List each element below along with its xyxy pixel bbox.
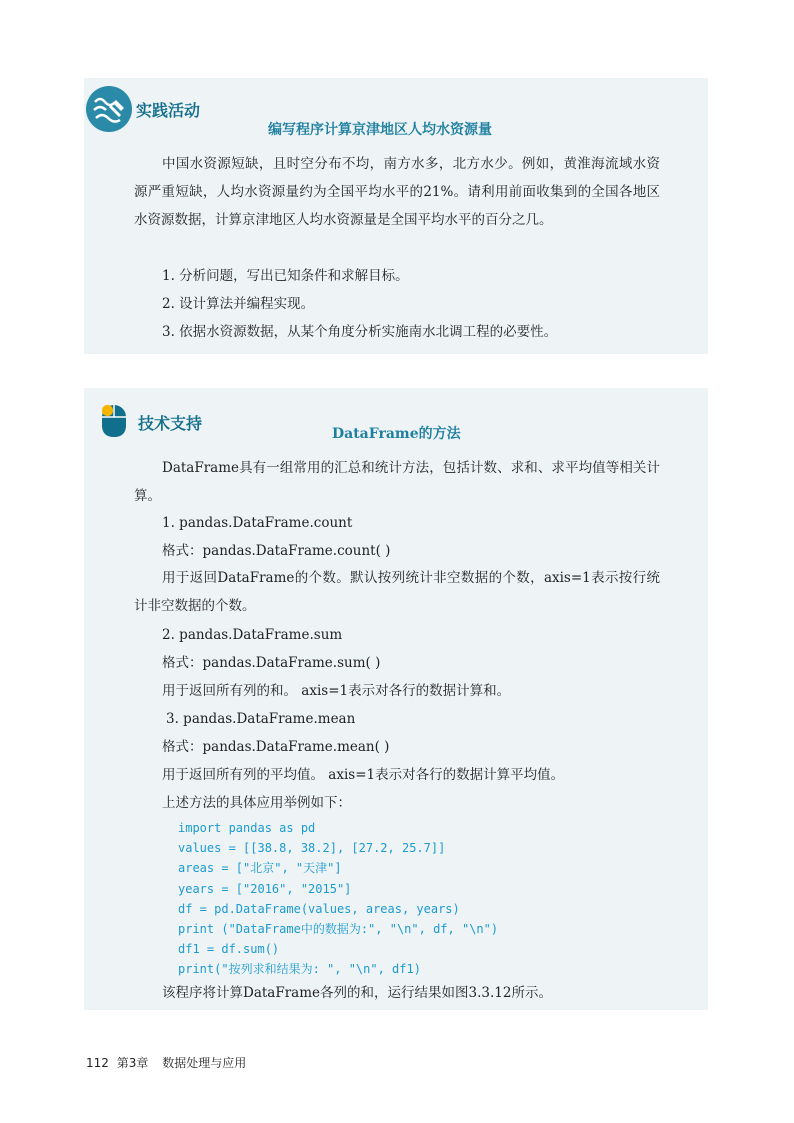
mean-description: 用于返回所有列的平均值。 axis=1表示对各行的数据计算平均值。 xyxy=(162,767,565,783)
tech-support-heading: 技术支持 xyxy=(138,414,203,433)
chapter-title: 数据处理与应用 xyxy=(162,1056,247,1070)
closing-text: 该程序将计算DataFrame各列的和，运行结果如图3.3.12所示。 xyxy=(162,985,552,1001)
code-line: df = pd.DataFrame(values, areas, years) xyxy=(178,901,460,916)
count-title: 1. pandas.DataFrame.count xyxy=(162,515,353,531)
tech-support-subtitle: DataFrame的方法 xyxy=(332,426,461,442)
code-line: print("按列求和结果为: ", "\n", df1) xyxy=(178,962,421,977)
sum-format: 格式：pandas.DataFrame.sum( ) xyxy=(162,655,381,671)
practice-paragraph: 中国水资源短缺，且时空分布不均，南方水多，北方水少。例如，黄淮海流域水资源严重短缺，人均水资源量约为全国平均水平的21%。请利用前面收集到的全国各地区水资源数据，计算京津地区人均水资源量是全国平均水平的百分之几。 xyxy=(134,156,660,228)
practice-step-3: 3. 依据水资源数据，从某个角度分析实施南水北调工程的必要性。 xyxy=(162,324,558,340)
mean-format: 格式：pandas.DataFrame.mean( ) xyxy=(162,739,390,755)
sum-title: 2. pandas.DataFrame.sum xyxy=(162,627,343,643)
count-description: 用于返回DataFrame的个数。默认按列统计非空数据的个数，axis=1表示按行统计非空数据的个数。 xyxy=(134,570,660,614)
page-footer xyxy=(86,1054,256,1071)
practice-activity-heading: 实践活动 xyxy=(136,101,201,120)
practice-step-1: 1. 分析问题，写出已知条件和求解目标。 xyxy=(162,268,409,284)
mouse-icon xyxy=(100,403,128,439)
code-line: import pandas as pd xyxy=(178,821,316,835)
practice-step-2: 2. 设计算法并编程实现。 xyxy=(162,296,315,312)
practice-activity-icon xyxy=(86,86,132,132)
page-number: 112 xyxy=(86,1056,109,1070)
code-line: areas = ["北京", "天津"] xyxy=(178,861,342,876)
mean-title: 3. pandas.DataFrame.mean xyxy=(166,711,356,727)
practice-activity-subtitle: 编写程序计算京津地区人均水资源量 xyxy=(268,122,492,138)
chapter-label: 第3章 xyxy=(116,1056,149,1070)
count-format: 格式：pandas.DataFrame.count( ) xyxy=(162,543,391,559)
code-line: print ("DataFrame中的数据为:", "\n", df, "\n") xyxy=(178,922,499,937)
sum-description: 用于返回所有列的和。 axis=1表示对各行的数据计算和。 xyxy=(162,683,511,699)
code-line: years = ["2016", "2015"] xyxy=(178,881,352,896)
code-line: values = [[38.8, 38.2], [27.2, 25.7]] xyxy=(178,841,446,856)
example-intro: 上述方法的具体应用举例如下： xyxy=(162,795,351,811)
code-block xyxy=(178,818,498,980)
tech-intro: DataFrame具有一组常用的汇总和统计方法，包括计数、求和、求平均值等相关计算。 xyxy=(134,460,660,504)
code-line: df1 = df.sum() xyxy=(178,942,280,957)
